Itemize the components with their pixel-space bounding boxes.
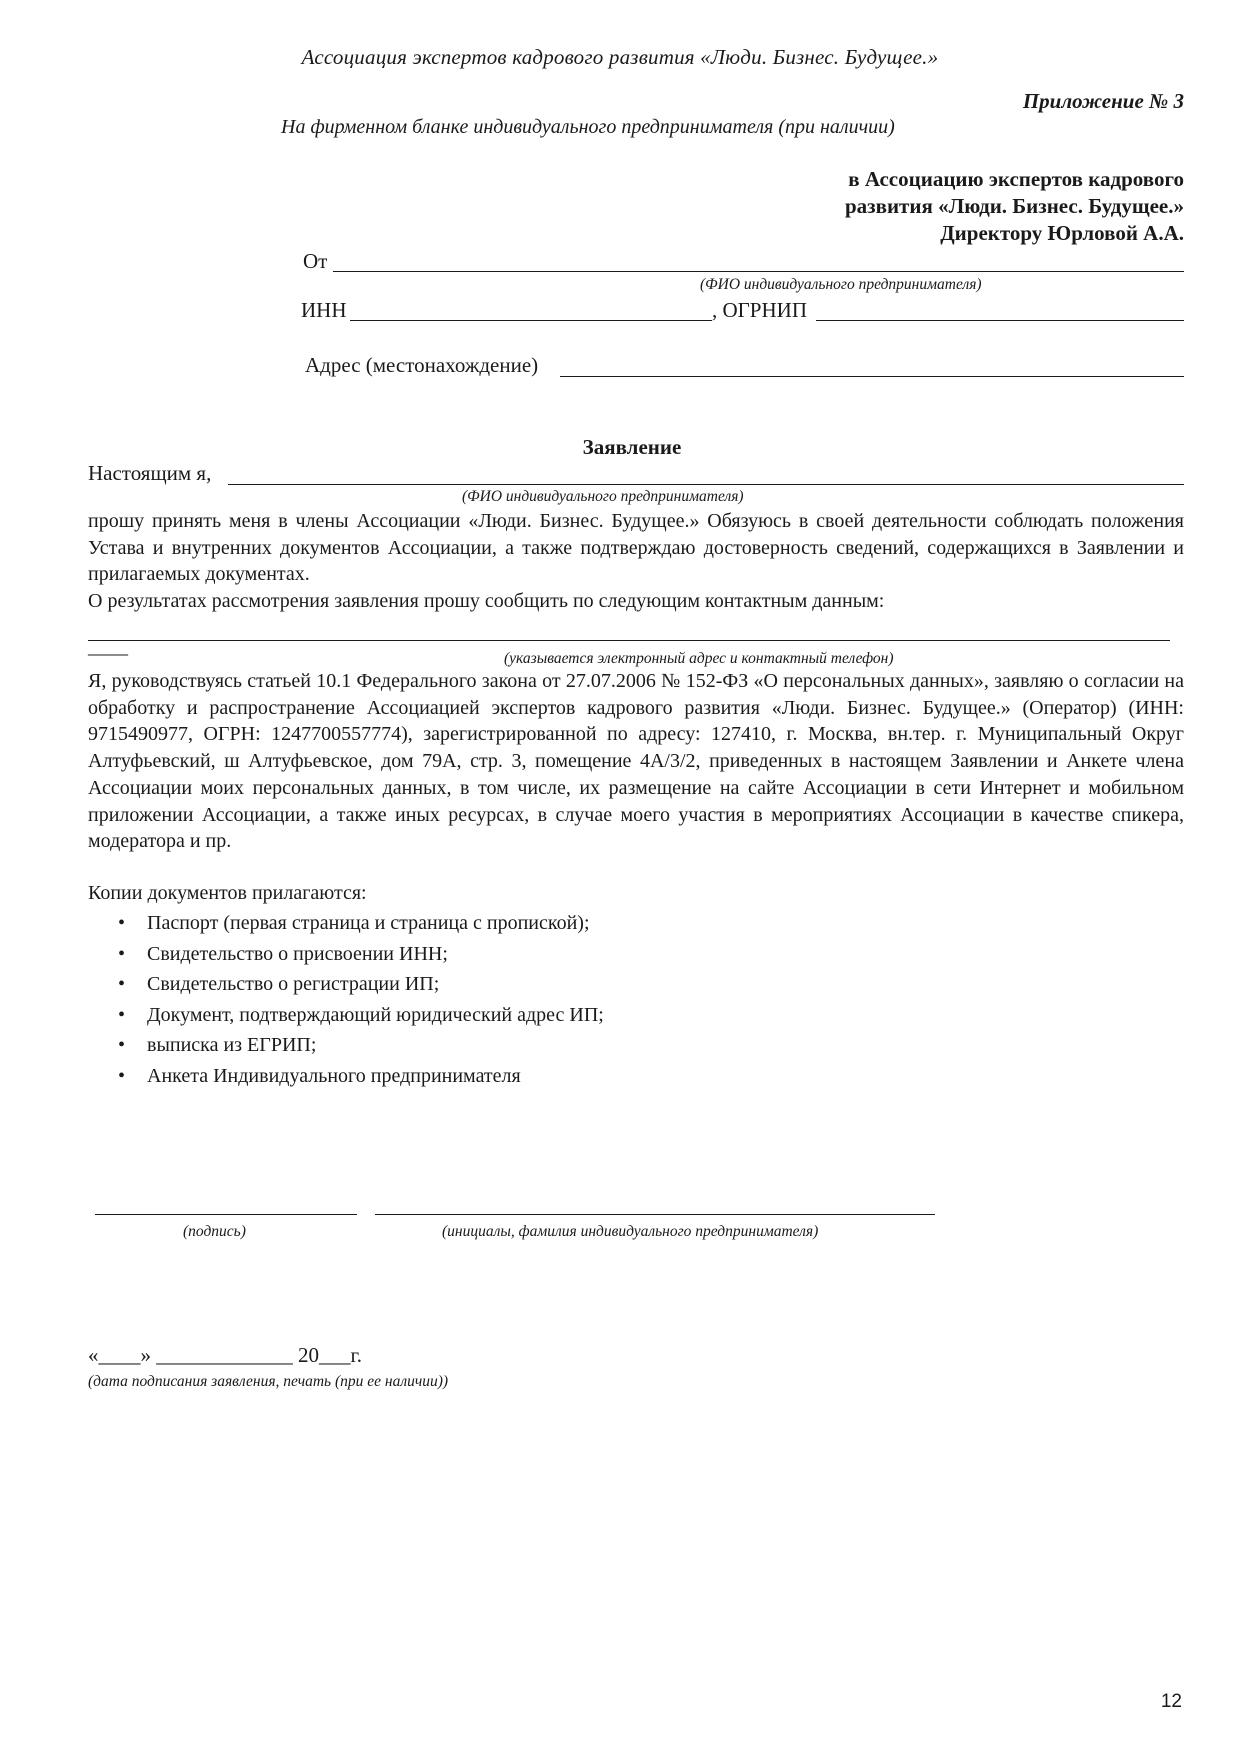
contact-request: О результатах рассмотрения заявления прошу сообщить по следующим контактным данным: (88, 590, 885, 612)
membership-paragraph (88, 508, 1184, 588)
contact-field-line[interactable] (88, 640, 1170, 641)
list-item: • Документ, подтверждающий юридический адрес ИП; (112, 1000, 604, 1031)
from-label: От (303, 249, 328, 273)
appendix-label: Приложение № 3 (1022, 89, 1184, 113)
attachments-title: Копии документов прилагаются: (88, 882, 367, 904)
statement-title: Заявление (582, 435, 682, 459)
signature-hint: (подпись) (183, 1223, 246, 1240)
attachments-list (112, 908, 604, 1092)
addressee-line-2: развития «Люди. Бизнес. Будущее.» (844, 194, 1184, 218)
list-item: • Паспорт (первая страница и страница с пропиской); (112, 908, 604, 939)
inn-label: ИНН (301, 298, 347, 322)
membership-text: прошу принять меня в члены Ассоциации «Люди. Бизнес. Будущее.» Обязуюсь в своей деятельности соблюдать положения Устава и внутренних документов Ассоциации, а также подтверждаю достоверность сведений, содержащихся в Заявлении и прилагаемых документах. (88, 510, 1184, 586)
intro-label: Настоящим я, (88, 461, 212, 485)
list-item: • выписка из ЕГРИП; (112, 1030, 604, 1061)
ogrnip-field-line[interactable] (816, 320, 1184, 321)
intro-name-line[interactable] (228, 484, 1184, 485)
name-line[interactable] (375, 1214, 935, 1215)
ogrnip-label: , ОГРНИП (712, 298, 807, 322)
letterhead-note: На фирменном бланке индивидуального предпринимателя (при наличии) (281, 116, 895, 138)
list-item: • Свидетельство о регистрации ИП; (112, 969, 604, 1000)
inn-field-line[interactable] (350, 320, 712, 321)
from-field-line[interactable] (333, 271, 1184, 272)
date-line[interactable]: «____» _____________ 20___г. (88, 1343, 362, 1367)
signature-line[interactable] (95, 1214, 357, 1215)
list-item: • Свидетельство о присвоении ИНН; (112, 939, 604, 970)
from-hint: (ФИО индивидуального предпринимателя) (700, 276, 982, 293)
name-hint: (инициалы, фамилия индивидуального предпринимателя) (442, 1223, 819, 1240)
contact-tail: ____ (88, 636, 128, 658)
contact-hint: (указывается электронный адрес и контактный телефон) (504, 650, 894, 667)
consent-text: Я, руководствуясь статьей 10.1 Федерального закона от 27.07.2006 № 152-ФЗ «О персональных данных», заявляю о согласии на обработку и распространение Ассоциацией экспертов кадрового развития «Люди. Бизнес. Будущее.» (Оператор) (ИНН: 9715490977, ОГРН: 1247700557774), зарегистрированной по адресу: 127410, г. Москва, вн.тер. г. Муниципальный Округ Алтуфьевский, ш Алтуфьевское, дом 79А, стр. 3, помещение 4А/3/2, приведенных в настоящем Заявлении и Анкете члена Ассоциации моих персональных данных, в том числе, их размещение на сайте Ассоциации в сети Интернет и мобильном приложении Ассоциации, а также иных ресурсах, в случае моего участия в мероприятиях Ассоциации в качестве спикера, модератора и пр. (88, 670, 1184, 853)
list-item: • Анкета Индивидуального предпринимателя (112, 1061, 604, 1092)
address-field-line[interactable] (560, 376, 1184, 377)
addressee-line-1: в Ассоциацию экспертов кадрового (848, 167, 1184, 191)
address-label: Адрес (местонахождение) (305, 353, 539, 377)
consent-paragraph (88, 668, 1184, 855)
association-header: Ассоциация экспертов кадрового развития «Люди. Бизнес. Будущее.» (301, 45, 939, 69)
intro-hint: (ФИО индивидуального предпринимателя) (462, 488, 744, 505)
date-hint: (дата подписания заявления, печать (при ее наличии)) (88, 1373, 449, 1390)
page-number: 12 (1160, 1691, 1182, 1712)
addressee-line-3: Директору Юрловой А.А. (940, 221, 1184, 245)
